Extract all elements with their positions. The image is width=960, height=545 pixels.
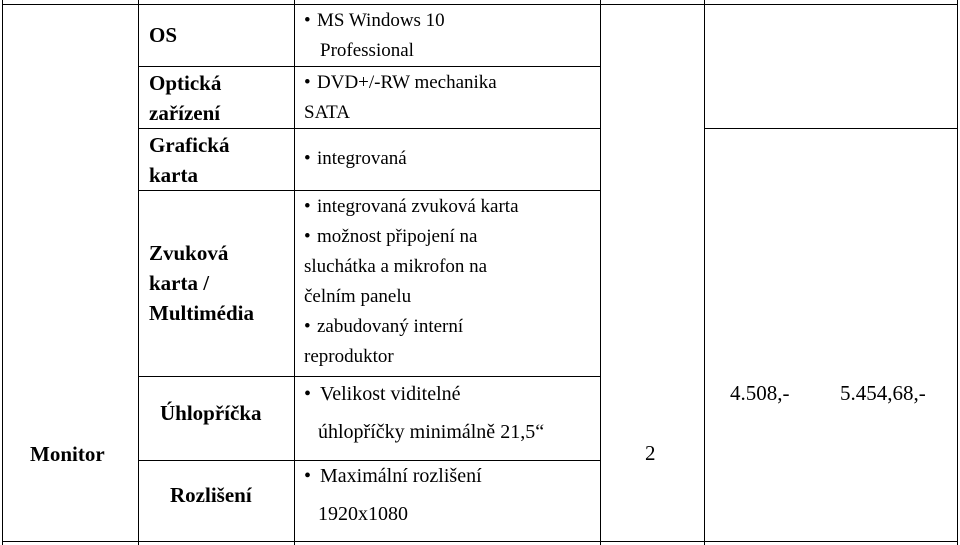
row-divider-zvukova: [138, 376, 601, 377]
table-border-left: [2, 0, 3, 545]
label-graficka: Grafická karta: [149, 133, 230, 187]
row-divider-graficka: [138, 190, 601, 191]
list-item-continuation: 1920x1080: [318, 503, 408, 525]
list-item: • integrovaná: [304, 148, 407, 169]
label-opticka: Optická zařízení: [149, 71, 222, 125]
table-border-top: [2, 4, 958, 5]
table-divider-3: [600, 0, 601, 545]
label-zvukova: Zvuková karta / Multimédia: [149, 241, 254, 325]
list-item: • MS Windows 10: [304, 10, 445, 31]
table-divider-2: [294, 0, 295, 545]
price-header-divider: [704, 128, 958, 129]
row-divider-opticka: [138, 128, 601, 129]
table-border-bottom: [2, 541, 958, 542]
value-zvukova: [304, 192, 519, 372]
list-item-continuation: čelním panelu: [304, 286, 412, 307]
list-item: • Velikost viditelné: [304, 383, 461, 405]
list-item-continuation: SATA: [304, 102, 350, 123]
list-item: • Maximální rozlišení: [304, 465, 482, 487]
list-item-continuation: úhlopříčky minimálně 21,5“: [318, 421, 545, 443]
value-opticka: [304, 68, 497, 128]
table-border-right: [957, 0, 958, 545]
table-divider-4: [704, 0, 705, 545]
value-graficka: [304, 144, 407, 174]
quantity-value: 2: [645, 441, 656, 465]
list-item: • DVD+/-RW mechanika: [304, 72, 497, 93]
row-group-label: Monitor: [30, 442, 105, 466]
list-item-continuation: sluchátka a mikrofon na: [304, 256, 488, 277]
list-item: • zabudovaný interní: [304, 316, 464, 337]
list-item: • možnost připojení na: [304, 226, 478, 247]
total-price-value: 5.454,68,-: [840, 381, 926, 405]
label-uhloprickа: Úhlopříčka: [160, 401, 262, 425]
list-item: • integrovaná zvuková karta: [304, 196, 519, 217]
value-os: [304, 6, 445, 66]
row-divider-os: [138, 66, 601, 67]
value-uhloprickа: [304, 378, 544, 454]
label-os: OS: [149, 23, 178, 47]
table-divider-1: [138, 0, 139, 545]
list-item-continuation: reproduktor: [304, 346, 394, 367]
label-rozliseni: Rozlišení: [170, 483, 252, 507]
list-item-continuation: Professional: [320, 40, 414, 61]
unit-price-value: 4.508,-: [730, 381, 790, 405]
value-rozliseni: [304, 460, 482, 536]
